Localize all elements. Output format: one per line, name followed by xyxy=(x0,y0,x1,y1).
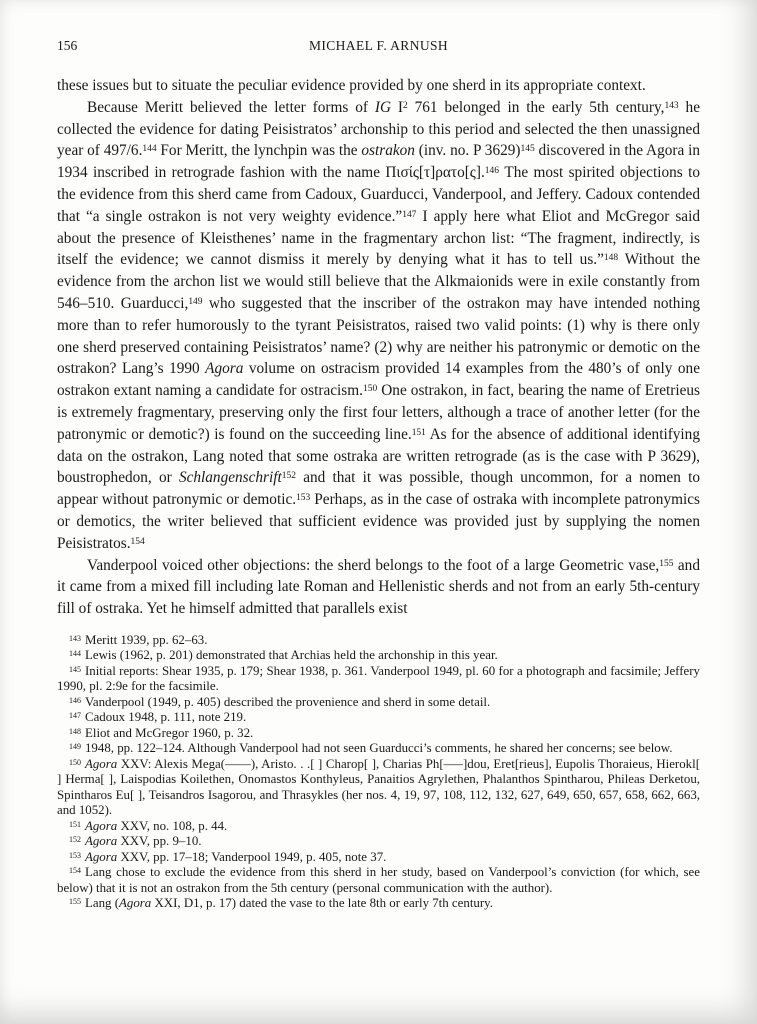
text-run: who suggested that the inscriber of the ostrakon may have intended nothing more than to refer humorously to the tyrant Peisistratos, raised two valid points: (1) why is there only one sherd preserved containing Peisistratos’ name? (2) why are neither his patronymic or demotic on the ostrakon? Lang’s 1990 xyxy=(57,294,700,378)
footnote xyxy=(57,819,700,835)
page-number: 156 xyxy=(57,38,78,53)
footnote-ref: 145 xyxy=(520,144,535,155)
footnote-ref: 144 xyxy=(142,144,157,155)
text-run: Perhaps, as in the case of ostraka with incomplete patronymics or demotics, the writer believed that sufficient evidence was provided just by supplying the nomen Peisistratos. xyxy=(57,491,700,552)
footnote-number: 153 xyxy=(69,850,81,860)
footnote xyxy=(57,741,700,757)
footnote xyxy=(57,695,700,711)
footnote-number: 150 xyxy=(69,757,81,767)
italic-text: Agora xyxy=(205,360,244,378)
text-run: Initial reports: Shear 1935, p. 179; Shear 1938, p. 361. Vanderpool 1949, pl. 60 for a photograph and facsimile; Jeffery 1990, pl. 2:9e for the facsimile. xyxy=(57,663,700,694)
text-run: and it came from a mixed fill including late Roman and Hellenistic sherds and not from an early 5th-century fill of ostraka. Yet he himself admitted that parallels exist xyxy=(57,556,700,618)
footnote-number: 147 xyxy=(69,711,81,721)
italic-text: Agora xyxy=(119,896,152,911)
text-run: volume on ostracism provided 14 examples from the 480’s of only one ostrakon extant naming a candidate for ostracism. xyxy=(57,360,700,400)
footnote-ref: 151 xyxy=(411,427,426,438)
footnote xyxy=(57,726,700,742)
text-run: and that it was possible, though uncommon, for a nomen to appear without patronymic or demotic. xyxy=(57,469,700,509)
text-run: Eliot and McGregor 1960, p. 32. xyxy=(84,725,254,740)
body-paragraph xyxy=(57,97,700,555)
text-run: Because Meritt believed the letter forms of xyxy=(87,98,375,116)
footnote-number: 143 xyxy=(69,633,81,643)
text-run: Cadoux 1948, p. 111, note 219. xyxy=(84,710,247,725)
text-run: Meritt 1939, pp. 62–63. xyxy=(84,632,208,647)
footnote-ref: 153 xyxy=(296,493,311,504)
text-run: Vanderpool (1949, p. 405) described the provenience and sherd in some detail. xyxy=(84,694,491,709)
footnote-number: 152 xyxy=(69,835,81,845)
text-run: The most spirited objections to the evidence from this sherd came from Cadoux, Guarducci, Vanderpool, and Jeffery. Cadoux contended that “a single ostrakon is not very weighty evidence.” xyxy=(57,164,700,225)
footnote xyxy=(57,865,700,896)
text-run: discovered in the Agora in 1934 inscribed in retrograde fashion with the name Πισίς[τ]ρατο[ς]. xyxy=(57,142,700,182)
footnote-ref: 146 xyxy=(484,166,499,177)
footnote-number: 155 xyxy=(69,897,81,907)
body-text xyxy=(57,75,700,620)
italic-text: ostrakon xyxy=(361,142,415,160)
footnote xyxy=(57,648,700,664)
italic-text: Agora xyxy=(84,834,118,849)
footnote-ref: 150 xyxy=(362,384,378,395)
body-paragraph xyxy=(57,75,700,97)
running-head: MICHAEL F. ARNUSH xyxy=(308,38,449,53)
text-run: XXV, pp. 17–18; Vanderpool 1949, p. 405, note 37. xyxy=(117,849,387,864)
text-run: One ostrakon, in fact, bearing the name of Eretrieus is extremely fragmentary, preserving only the first four letters, although a trace of another letter (for the patronymic or demotic?) is found on the succeeding line. xyxy=(57,382,700,443)
footnote xyxy=(57,834,700,850)
footnote xyxy=(57,896,700,912)
footnote-number: 146 xyxy=(69,695,81,705)
footnote-ref: 143 xyxy=(664,100,679,111)
text-run: (inv. no. P 3629) xyxy=(414,142,521,160)
footnote-number: 149 xyxy=(69,742,81,752)
footnote xyxy=(57,664,700,695)
text-run: 761 belonged in the early 5th century, xyxy=(407,98,665,116)
footnote xyxy=(57,710,700,726)
text-run: XXI, D1, p. 17) dated the vase to the late 8th or early 7th century. xyxy=(151,896,493,911)
footnote-ref: 147 xyxy=(402,209,417,220)
text-run: Vanderpool voiced other objections: the sherd belongs to the foot of a large Geometric vase, xyxy=(87,556,660,574)
text-run: Lang chose to exclude the evidence from this sherd in her study, based on Vanderpool’s conviction (for which, see below) that it is not an ostrakon from the 5th century (personal communication with the author). xyxy=(57,865,700,895)
text-run: Lewis (1962, p. 201) demonstrated that Archias held the archonship in this year. xyxy=(84,648,498,663)
text-run: 1948, pp. 122–124. Although Vanderpool had not seen Guarducci’s comments, he shared her concerns; see below. xyxy=(84,741,673,756)
italic-text: IG xyxy=(374,98,391,116)
footnote-ref: 149 xyxy=(188,297,203,307)
footnote-number: 148 xyxy=(69,726,81,736)
italic-text: Agora xyxy=(84,756,118,771)
italic-text: Agora xyxy=(84,849,118,864)
text-run: I xyxy=(391,98,403,116)
footnote-ref: 148 xyxy=(603,253,619,264)
italic-text: Schlangenschrift xyxy=(178,469,282,487)
text-run: these issues but to situate the peculiar evidence provided by one sherd in its appropriate context. xyxy=(57,77,646,94)
text-run: Without the evidence from the archon list we would still believe that the Alkmaionids were in exile constantly from 546–510. Guarducci, xyxy=(57,251,700,312)
text-run: XXV: Alexis Mega(––––), Aristo. . .[ ] Charop[ ], Charias Ph[–––]dou, Eret[rieus], Eupolis Thoraieus, Hierokl[ ] Herma[ ], Laispodias Koilethen, Onomastos Konthyleus, Panaitios Agrylethen, Phalanthos Spintharou, Phileas Derketou, Spintharos Eu[ ], Teisandros Isagorou, and Thrasykles (her nos. 4, 19, 97, 108, 112, 132, 627, 649, 650, 657, 658, 662, 663, and 1052). xyxy=(57,756,700,818)
text-run: Lang ( xyxy=(84,896,119,911)
footnote xyxy=(57,850,700,866)
text-run: he collected the evidence for dating Peisistratos’ archonship to this period and selected the then unassigned year of 497/6. xyxy=(57,98,700,160)
footnote-number: 145 xyxy=(69,664,81,674)
text-run: XXV, no. 108, p. 44. xyxy=(117,818,228,833)
body-paragraph xyxy=(57,555,700,620)
text-run: XXV, pp. 9–10. xyxy=(117,834,202,849)
footnote-ref: 155 xyxy=(659,558,674,569)
footnote-ref: 152 xyxy=(281,471,296,482)
footnotes xyxy=(57,633,700,912)
text-run: I apply here what Eliot and McGregor said about the presence of Kleisthenes’ name in the fragmentary archon list: “The fragment, indirectly, is itself the evidence; we cannot dismiss it merely by denying what it has to tell us.” xyxy=(57,207,700,269)
footnote-ref: 154 xyxy=(130,536,145,547)
footnote-number: 144 xyxy=(69,649,81,659)
footnote-number: 151 xyxy=(69,819,81,829)
text-run: As for the absence of additional identifying data on the ostrakon, Lang noted that some ostraka are written retrograde (as is the case with P 3629), boustrophedon, or xyxy=(57,425,700,487)
footnote xyxy=(57,757,700,819)
italic-text: Agora xyxy=(84,818,118,833)
text-run: For Meritt, the lynchpin was the xyxy=(156,142,362,160)
footnote-number: 154 xyxy=(69,866,81,876)
footnote-ref: 2 xyxy=(403,100,408,111)
page-header xyxy=(57,38,700,58)
footnote xyxy=(57,633,700,649)
